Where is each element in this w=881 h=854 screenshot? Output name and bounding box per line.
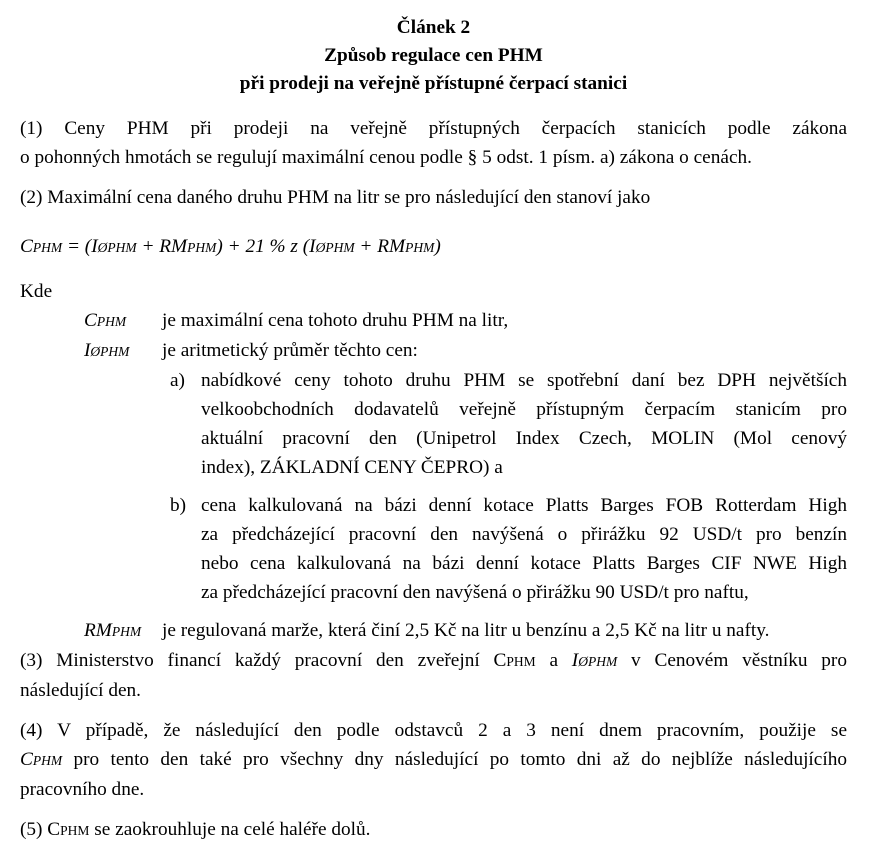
text-run: (5) C (20, 819, 61, 840)
list-item-line: index), ZÁKLADNÍ CENY ČEPRO) a (201, 457, 503, 478)
paragraph-5 (20, 815, 847, 845)
text-sub: ØPHM (578, 654, 618, 669)
price-source-list (20, 366, 847, 607)
definition-i-phm (20, 336, 847, 366)
text-sub: PHM (506, 654, 536, 669)
formula-sub: PHM (405, 240, 435, 255)
list-item-line: za předcházející pracovní den navýšená o přirážku 90 USD/t pro naftu, (201, 582, 749, 603)
price-formula (20, 232, 847, 262)
paragraph-3-line-1 (20, 646, 847, 676)
article-subtitle: při prodeji na veřejně přístupné čerpací stanici (239, 73, 628, 94)
article-heading (20, 14, 847, 98)
def-term-sub: PHM (111, 624, 142, 639)
list-item-label: a) (170, 370, 185, 391)
formula-c: C (20, 236, 33, 257)
paragraph-1-line-1: (1) Ceny PHM při prodeji na veřejně přístupných čerpacích stanicích podle zákona (20, 118, 847, 139)
paragraph-1-line-2: o pohonných hmotách se regulují maximální cenou podle § 5 odst. 1 písm. a) zákona o cenách. (20, 147, 752, 168)
list-item-line: cena kalkulovaná na bázi denní kotace Platts Barges FOB Rotterdam High (201, 495, 847, 516)
article-number: Článek 2 (396, 17, 471, 38)
text-sub: PHM (32, 753, 63, 768)
list-item-line: za předcházející pracovní den navýšená o přirážku 92 USD/t pro benzín (201, 524, 847, 545)
formula-sub: PHM (32, 240, 63, 255)
text-run: (3) Ministerstvo financí každý pracovní den zveřejní C (20, 650, 507, 671)
list-item (170, 491, 847, 607)
definition-c-phm (20, 306, 847, 336)
def-term-sub: PHM (96, 314, 127, 329)
paragraph-4 (20, 716, 847, 804)
list-item-label: b) (170, 495, 187, 516)
formula-sub: ØPHM (97, 240, 137, 255)
formula-part: + RM (354, 236, 406, 257)
def-text: je aritmetický průměr těchto cen: (162, 340, 418, 361)
formula-sub: ØPHM (315, 240, 355, 255)
formula-part: = (I (62, 236, 98, 257)
text-sub: PHM (60, 823, 90, 838)
list-item (170, 366, 847, 482)
text-run: se zaokrouhluje na celé haléře dolů. (89, 819, 371, 840)
def-term: C (84, 310, 97, 331)
def-term: RM (84, 620, 112, 641)
list-item-line: nebo cena kalkulovaná na bázi denní kotace Platts Barges CIF NWE High (201, 553, 847, 574)
paragraph-1 (20, 114, 847, 172)
text-run: v Cenovém věstníku pro (617, 650, 847, 671)
paragraph-3 (20, 646, 847, 705)
paragraph-4-line-3: pracovního dne. (20, 779, 145, 800)
def-term: I (84, 340, 91, 361)
text-italic: I (571, 650, 579, 671)
definition-rm-phm (20, 616, 847, 646)
kde-label: Kde (20, 281, 53, 302)
list-item-line: velkoobchodních dodavatelů veřejně přístupným čerpacím stanicím pro (201, 399, 847, 420)
def-text: je regulovaná marže, která činí 2,5 Kč na litr u benzínu a 2,5 Kč na litr u nafty. (162, 620, 770, 641)
def-text: je maximální cena tohoto druhu PHM na litr, (162, 310, 509, 331)
paragraph-4-line-1: (4) V případě, že následující den podle odstavců 2 a 3 není dnem pracovním, použije se (20, 720, 847, 741)
text-run: pro tento den také pro všechny dny následující po tomto dni až do nejblíže následujícího (62, 749, 847, 770)
formula-part: ) (434, 236, 441, 257)
paragraph-4-line-2 (20, 745, 847, 775)
list-item-line: aktuální pracovní den (Unipetrol Index Czech, MOLIN (Mol cenový (201, 428, 847, 449)
text-run: a (535, 650, 572, 671)
formula-sub: PHM (187, 240, 217, 255)
paragraph-2: (2) Maximální cena daného druhu PHM na litr se pro následující den stanoví jako (20, 187, 651, 208)
list-item-line: nabídkové ceny tohoto druhu PHM se spotřební daní bez DPH největších (201, 370, 847, 391)
article-title: Způsob regulace cen PHM (324, 45, 543, 66)
text-italic: C (20, 749, 33, 770)
formula-part: ) + 21 % z (I (216, 236, 316, 257)
paragraph-3-line-2: následující den. (20, 680, 142, 701)
def-term-sub: ØPHM (90, 344, 130, 359)
formula-part: + RM (136, 236, 188, 257)
